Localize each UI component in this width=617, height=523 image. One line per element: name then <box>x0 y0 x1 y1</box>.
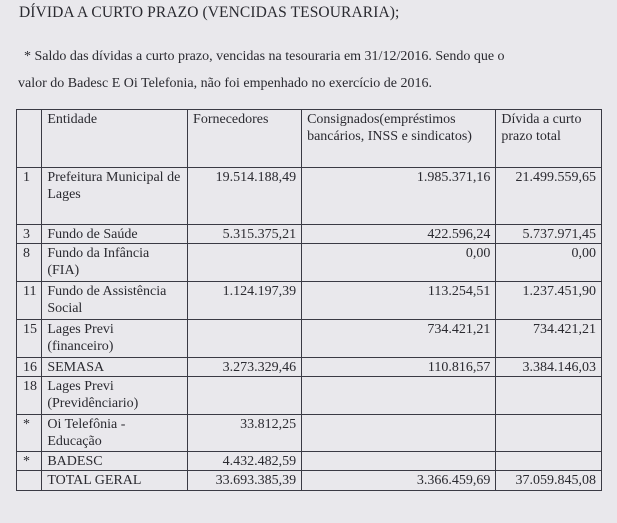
section-heading: DÍVIDA A CURTO PRAZO (VENCIDAS TESOURARIA); <box>19 4 400 21</box>
row-consignados: 110.816,57 <box>302 358 496 377</box>
row-entidade: SEMASA <box>42 358 188 377</box>
row-index: 16 <box>17 358 42 377</box>
row-consignados: 0,00 <box>302 244 496 282</box>
row-entidade: Lages Previ (financeiro) <box>42 320 188 358</box>
row-index: 3 <box>17 225 42 244</box>
row-fornecedores <box>188 377 302 415</box>
row-fornecedores: 3.273.329,46 <box>188 358 302 377</box>
row-fornecedores: 1.124.197,39 <box>188 282 302 320</box>
table-row <box>17 244 602 282</box>
row-entidade: Lages Previ (Previdênciario) <box>42 377 188 415</box>
total-label: TOTAL GERAL <box>42 471 188 491</box>
header-consignados: Consignados(empréstimos bancários, INSS e sindicatos) <box>302 110 496 168</box>
row-total: 1.237.451,90 <box>496 282 602 320</box>
row-consignados <box>302 415 496 452</box>
row-fornecedores <box>188 320 302 358</box>
row-total: 21.499.559,65 <box>496 168 602 225</box>
row-fornecedores: 5.315.375,21 <box>188 225 302 244</box>
table-row <box>17 320 602 358</box>
row-entidade: Prefeitura Municipal de Lages <box>42 168 188 225</box>
total-row <box>17 471 602 491</box>
row-entidade: Fundo da Infância (FIA) <box>42 244 188 282</box>
row-fornecedores: 33.812,25 <box>188 415 302 452</box>
header-fornecedores: Fornecedores <box>188 110 302 168</box>
row-entidade: Oi Telefônia - Educação <box>42 415 188 452</box>
row-consignados: 1.985.371,16 <box>302 168 496 225</box>
row-consignados <box>302 377 496 415</box>
row-consignados: 422.596,24 <box>302 225 496 244</box>
table-row <box>17 225 602 244</box>
row-index: 11 <box>17 282 42 320</box>
row-entidade: BADESC <box>42 452 188 471</box>
total-fornecedores: 33.693.385,39 <box>188 471 302 491</box>
row-index: 15 <box>17 320 42 358</box>
row-entidade: Fundo de Assistência Social <box>42 282 188 320</box>
row-total: 5.737.971,45 <box>496 225 602 244</box>
table-row <box>17 452 602 471</box>
row-total <box>496 377 602 415</box>
header-index <box>17 110 42 168</box>
table-row <box>17 168 602 225</box>
row-total <box>496 415 602 452</box>
row-index: * <box>17 452 42 471</box>
table-row <box>17 282 602 320</box>
row-consignados: 734.421,21 <box>302 320 496 358</box>
table-header-row <box>17 110 602 168</box>
table-row <box>17 377 602 415</box>
header-total: Dívida a curto prazo total <box>496 110 602 168</box>
row-fornecedores: 19.514.188,49 <box>188 168 302 225</box>
row-total: 0,00 <box>496 244 602 282</box>
total-consignados: 3.366.459,69 <box>302 471 496 491</box>
table-row <box>17 415 602 452</box>
row-total: 734.421,21 <box>496 320 602 358</box>
row-total: 3.384.146,03 <box>496 358 602 377</box>
footnote-line-1: * Saldo das dívidas a curto prazo, vencidas na tesouraria em 31/12/2016. Sendo que o <box>24 49 505 64</box>
row-index: * <box>17 415 42 452</box>
footnote-text <box>18 43 604 97</box>
row-fornecedores <box>188 244 302 282</box>
row-index: 1 <box>17 168 42 225</box>
debts-table <box>16 109 602 491</box>
total-index <box>17 471 42 491</box>
row-consignados: 113.254,51 <box>302 282 496 320</box>
footnote-line-2: valor do Badesc E Oi Telefonia, não foi empenhado no exercício de 2016. <box>18 76 432 91</box>
row-total <box>496 452 602 471</box>
header-entidade: Entidade <box>42 110 188 168</box>
total-total: 37.059.845,08 <box>496 471 602 491</box>
row-entidade: Fundo de Saúde <box>42 225 188 244</box>
row-fornecedores: 4.432.482,59 <box>188 452 302 471</box>
row-index: 8 <box>17 244 42 282</box>
row-index: 18 <box>17 377 42 415</box>
table-row <box>17 358 602 377</box>
row-consignados <box>302 452 496 471</box>
